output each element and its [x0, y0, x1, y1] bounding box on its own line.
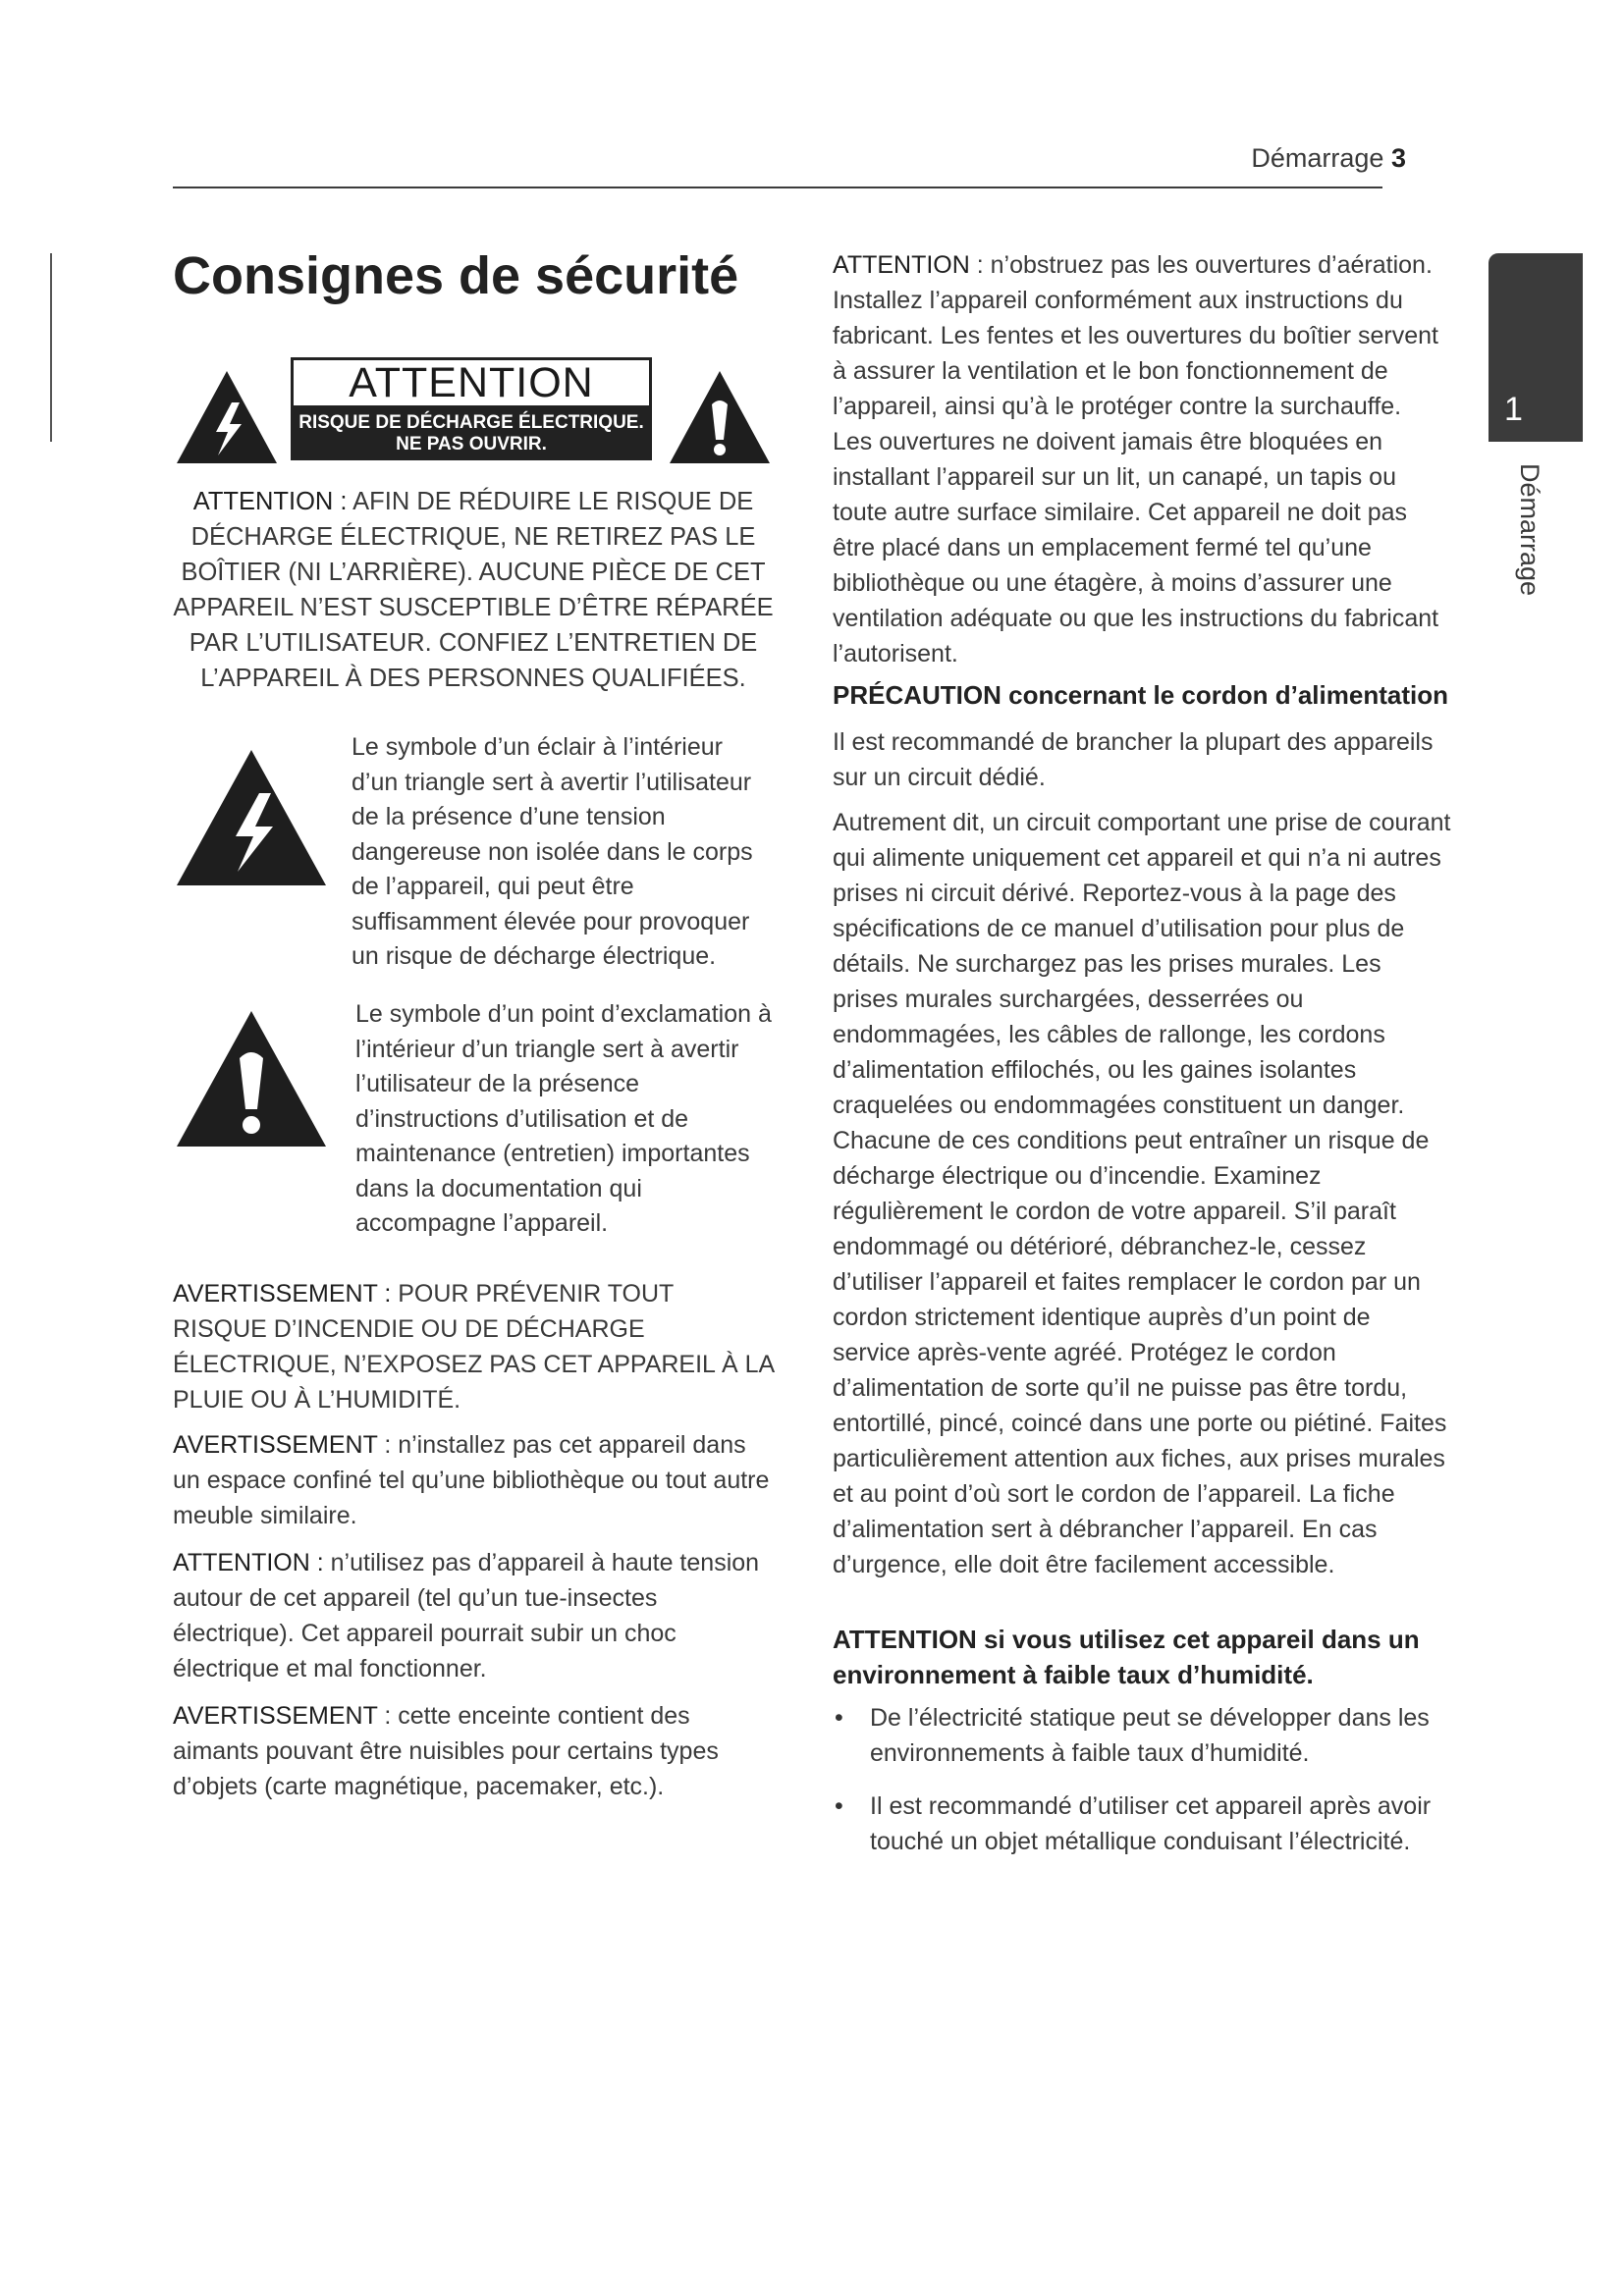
attention-banner — [291, 357, 652, 467]
ventilation-label: ATTENTION — [833, 251, 970, 279]
warning-rain-text: POUR PRÉVENIR TOUT RISQUE D’INCENDIE OU DE DÉCHARGE ÉLECTRIQUE, N’EXPOSEZ PAS CET APPAREIL À LA PLUIE OU À L’HUMIDITÉ. — [173, 1280, 774, 1414]
warning-magnets-label: AVERTISSEMENT — [173, 1702, 378, 1730]
warning-rain — [173, 1276, 774, 1417]
warning-high-voltage-label: ATTENTION : — [173, 1549, 324, 1576]
warning-high-voltage — [173, 1545, 774, 1686]
humidity-bullet-list — [833, 1700, 1447, 1877]
attention-notice — [173, 484, 774, 696]
power-cord-intro: Il est recommandé de brancher la plupart des appareils sur un circuit dédié. — [833, 728, 1434, 791]
chapter-name: Démarrage — [1515, 463, 1544, 597]
lightning-warning-icon — [173, 367, 281, 467]
warning-high-voltage-text: n’utilisez pas d’appareil à haute tension autour de cet appareil (tel qu’un tue-insectes électrique). Cet appareil pourrait subir un choc électrique et mal fonctionner. — [173, 1549, 760, 1682]
margin-marker — [50, 253, 52, 442]
warning-magnets-text: : cette enceinte contient des aimants pouvant être nuisibles pour certains types d’objets (carte magnétique, pacemaker, etc.). — [173, 1702, 719, 1800]
header-divider — [173, 187, 1382, 188]
exclamation-symbol-icon — [173, 1007, 330, 1150]
attention-notice-text: AFIN DE RÉDUIRE LE RISQUE DE DÉCHARGE ÉLECTRIQUE, NE RETIREZ PAS LE BOÎTIER (NI L’ARRIÈRE). AUCUNE PIÈCE DE CET APPAREIL N’EST SUSCEPTIBLE D’ÊTRE RÉPARÉE PAR L’UTILISATEUR. CONFIEZ L’ENTRETIEN DE L’APPAREIL À DES PERSONNES QUALIFIÉES. — [173, 488, 774, 692]
power-cord-heading: PRÉCAUTION concernant le cordon d’alimentation — [833, 680, 1448, 710]
list-item: • Il est recommandé d’utiliser cet appareil après avoir touché un objet métallique conduisant l’électricité. — [833, 1789, 1447, 1859]
exclamation-warning-icon — [666, 367, 774, 467]
humidity-heading: ATTENTION si vous utilisez cet appareil dans un environnement à faible taux d’humidité. — [833, 1625, 1420, 1689]
attention-notice-label: ATTENTION : — [192, 488, 348, 515]
ventilation-text: : n’obstruez pas les ouvertures d’aération. Installez l’appareil conformément aux instructions du fabricant. Les fentes et les ouvertures du boîtier servent à assurer la ventilation et le bon fonctionnement de l’appareil, ainsi qu’à le protéger contre la surchauffe. Les ouvertures ne doivent jamais être bloquées en installant l’appareil sur un lit, un canapé, un tapis ou toute autre surface similaire. Cet appareil ne doit pas être placé dans un emplacement fermé tel qu’une bibliothèque ou une étagère, à moins d’assurer une ventilation adéquate ou que les instructions du fabricant l’autorisent. — [833, 251, 1439, 667]
ventilation-warning — [833, 247, 1447, 671]
page-title: Consignes de sécurité — [173, 246, 739, 305]
header-section: Démarrage — [1251, 143, 1384, 173]
attention-subtext: RISQUE DE DÉCHARGE ÉLECTRIQUE. NE PAS OUVRIR. — [291, 408, 652, 460]
attention-label: ATTENTION — [291, 357, 652, 408]
power-cord-details: Autrement dit, un circuit comportant une prise de courant qui alimente uniquement cet appareil et qui n’a ni autres prises ni circuit dérivé. Reportez-vous à la page des spécifications de ce manuel d’utilisation pour plus de détails. Ne surchargez pas les prises murales. Les prises murales surchargées, desserrées ou endommagées, les câbles de rallonge, les cordons d’alimentation effilochés, ou les gaines isolantes craquelées ou endommagées constituent un danger. Chacune de ces conditions peut entraîner un risque de décharge électrique ou d’incendie. Examinez régulièrement le cordon de votre appareil. S’il paraît endommagé ou détérioré, débranchez-le, cessez d’utiliser l’appareil et faites remplacer le cordon par un cordon strictement identique auprès d’un point de service après-vente agréé. Protégez le cordon d’alimentation de sorte qu’il ne puisse pas être tordu, entortillé, pincé, coincé dans une porte ou piétiné. Faites particulièrement attention aux fiches, aux prises murales et au point d’où sort le cordon de l’appareil. La fiche d’alimentation sert à débrancher l’appareil. En cas d’urgence, elle doit être facilement accessible. — [833, 809, 1451, 1578]
exclamation-symbol-text: Le symbole d’un point d’exclamation à l’intérieur d’un triangle sert à avertir l’utilisateur de la présence d’instructions d’utilisation et de maintenance (entretien) importantes dans la documentation qui accompagne l’appareil. — [355, 1000, 772, 1237]
list-item: • De l’électricité statique peut se développer dans les environnements à faible taux d’humidité. — [833, 1700, 1447, 1771]
warning-confined — [173, 1427, 774, 1533]
chapter-tab — [1489, 253, 1583, 442]
lightning-symbol-text: Le symbole d’un éclair à l’intérieur d’un triangle sert à avertir l’utilisateur de la présence d’une tension dangereuse non isolée dans le corps de l’appareil, qui peut être suffisamment élevée pour provoquer un risque de décharge électrique. — [352, 733, 753, 970]
running-header — [1251, 143, 1406, 174]
chapter-number: 1 — [1504, 391, 1523, 428]
warning-rain-label: AVERTISSEMENT : — [173, 1280, 392, 1308]
warning-confined-label: AVERTISSEMENT — [173, 1431, 378, 1459]
warning-magnets — [173, 1698, 774, 1804]
lightning-symbol-icon — [173, 746, 330, 889]
page-number: 3 — [1390, 143, 1406, 173]
warning-confined-text: : n’installez pas cet appareil dans un espace confiné tel qu’une bibliothèque ou tout autre meuble similaire. — [173, 1431, 770, 1529]
